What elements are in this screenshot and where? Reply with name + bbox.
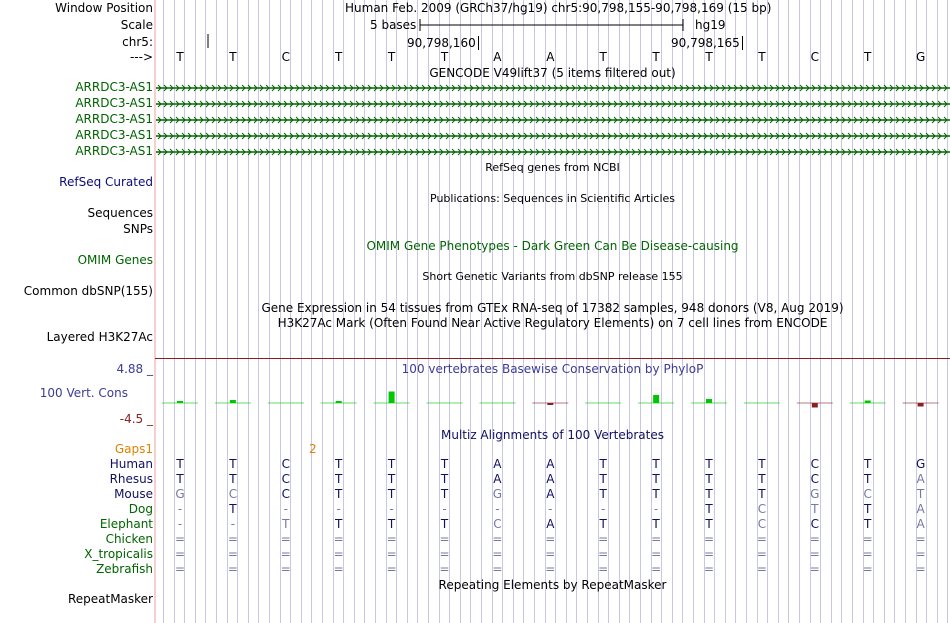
alignment-base: = [651,562,662,576]
alignment-base: = [545,532,556,546]
alignment-base: = [862,562,873,576]
alignment-base: = [386,532,397,546]
alignment-base: = [492,547,503,561]
alignment-base: = [862,532,873,546]
refseq-track-label[interactable]: RefSeq Curated [59,175,153,189]
sequences-track-label[interactable]: Sequences [87,206,153,220]
alignment-base: T [335,457,343,471]
h3k27ac-track-title: H3K27Ac Mark (Often Found Near Active Regulatory Elements) on 7 cell lines from ENCODE [277,316,828,330]
gencode-item-label[interactable]: ARRDC3-AS1 [75,80,153,94]
alignment-base: = [915,532,926,546]
alignment-base: C [228,487,238,501]
alignment-base: T [335,517,343,531]
alignment-base: = [333,532,344,546]
alignment-base: T [440,517,449,531]
alignment-base: A [546,472,555,486]
dbsnp-track-title: Short Genetic Variants from dbSNP release 155 [422,270,683,283]
alignment-base: T [387,472,396,486]
phylop-score-bar [389,392,395,404]
phylop-conservation-plot[interactable] [155,376,950,416]
alignment-base: = [386,547,397,561]
publications-track-title: Publications: Sequences in Scientific Articles [430,192,675,205]
alignment-base: T [335,472,343,486]
alignment-base: T [599,487,607,501]
alignment-base: T [176,457,184,471]
phylop-score-bar [918,403,924,407]
alignment-base: T [229,502,237,516]
alignment-base: A [546,517,555,531]
alignment-base: G [810,487,820,501]
alignment-base: T [758,457,766,471]
reference-base: T [758,50,766,64]
species-label[interactable]: X_tropicalis [84,547,153,561]
omim-track-title: OMIM Gene Phenotypes - Dark Green Can Be Disease-causing [366,239,739,253]
strand-label: ---> [129,50,153,64]
database-name: hg19 [695,18,726,32]
alignment-base: A [493,457,502,471]
alignment-base: = [598,562,609,576]
alignment-base: T [864,472,872,486]
gencode-track-title: GENCODE V49lift37 (5 items filtered out) [429,66,676,80]
alignment-base: T [705,457,713,471]
alignment-base: T [652,487,660,501]
alignment-base: = [756,532,767,546]
gencode-item-label[interactable]: ARRDC3-AS1 [75,128,153,142]
reference-base: T [440,50,449,64]
alignment-base: G [175,487,185,501]
phylop-score-bar [547,403,553,405]
alignment-base: T [705,502,713,516]
assembly-position-title: Human Feb. 2009 (GRCh37/hg19) chr5:90,798,155-90,798,169 (15 bp) [345,1,772,15]
window-position-label: Window Position [55,1,153,15]
chrom-tick [200,33,210,49]
alignment-base: = [333,562,344,576]
alignment-base: = [703,562,715,576]
alignment-base: = [651,547,662,561]
alignment-base: T [705,472,713,486]
species-label[interactable]: Mouse [114,487,153,501]
phylop-score-bar [812,403,818,408]
phylop-score-bar [230,400,236,403]
reference-base: T [335,50,343,64]
reference-base: A [546,50,555,64]
species-label[interactable]: Rhesus [109,472,153,486]
alignment-base: = [280,547,291,561]
alignment-base: T [652,457,660,471]
alignment-base: = [439,547,450,561]
reference-base: C [810,50,819,64]
alignment-base: = [439,562,450,576]
alignment-base: = [915,547,926,561]
species-label[interactable]: Dog [128,502,153,516]
alignment-base: A [493,472,502,486]
alignment-base: = [174,562,186,576]
phylop-track-title: 100 vertebrates Basewise Conservation by PhyloP [401,362,704,376]
repeatmasker-track-label[interactable]: RepeatMasker [67,592,153,606]
alignment-base: A [916,517,925,531]
alignment-base: - [177,502,183,516]
alignment-base: C [810,517,819,531]
phylop-score-bar [653,395,659,403]
alignment-base: - [389,502,394,516]
alignment-base: = [545,547,556,561]
alignment-base: T [599,457,607,471]
alignment-base: = [227,547,238,561]
scale-label: Scale [120,18,153,32]
alignment-base: = [809,532,820,546]
alignment-base: T [758,472,766,486]
chrom-label: chr5: [122,35,153,49]
scale-bar [418,17,688,33]
alignment-base: - [283,502,288,516]
alignment-base: C [810,472,819,486]
alignment-base: = [174,547,186,561]
repeatmasker-track-title: Repeating Elements by RepeatMasker [438,578,667,592]
reference-base: T [387,50,396,64]
alignment-base: C [810,457,819,471]
alignment-base: T [440,472,449,486]
alignment-base: C [493,517,502,531]
alignment-base: T [229,472,237,486]
alignment-base: T [282,517,290,531]
phylop-score-bar [706,399,712,403]
alignment-base: = [386,562,397,576]
alignment-base: - [495,502,500,516]
gaps-label: Gaps1 [114,442,153,456]
alignment-base: = [756,562,767,576]
alignment-base: T [705,487,713,501]
dbsnp-track-label[interactable]: Common dbSNP(155) [23,284,153,298]
reference-base: T [229,50,237,64]
alignment-base: C [863,487,872,501]
alignment-base: T [652,472,660,486]
phylop-track-label[interactable]: 100 Vert. Cons [39,386,128,400]
alignment-base: = [703,532,715,546]
alignment-base: = [439,532,450,546]
omim-track-label[interactable]: OMIM Genes [77,253,153,267]
alignment-base: = [809,547,820,561]
alignment-base: T [758,487,766,501]
alignment-base: T [916,487,925,501]
phylop-min-label: -4.5 _ [119,412,153,426]
alignment-base: = [598,532,609,546]
alignment-base: T [864,457,872,471]
track-divider [155,358,950,359]
species-label[interactable]: Human [109,457,153,471]
h3k27ac-track-label[interactable]: Layered H3K27Ac [46,330,153,344]
alignment-base: T [599,517,607,531]
alignment-base: = [703,547,715,561]
phylop-score-bar [865,401,871,404]
alignment-base: A [546,487,555,501]
alignment-base: = [227,562,238,576]
alignment-base: - [177,517,183,531]
gencode-item-label[interactable]: ARRDC3-AS1 [75,96,153,110]
alignment-base: = [280,562,291,576]
gencode-item-label[interactable]: ARRDC3-AS1 [75,144,153,158]
alignment-base: - [653,502,659,516]
alignment-base: = [333,547,344,561]
alignment-base: = [809,562,820,576]
alignment-base: T [387,517,396,531]
alignment-base: T [811,502,819,516]
reference-base: A [493,50,502,64]
snps-track-label[interactable]: SNPs [123,222,153,236]
alignment-base: G [915,457,926,471]
alignment-base: = [915,562,926,576]
gencode-gene-features[interactable] [156,80,950,160]
alignment-base: - [442,502,447,516]
alignment-base: = [492,532,503,546]
alignment-base: - [230,517,236,531]
species-label[interactable]: Chicken [105,532,153,546]
alignment-base: = [862,547,873,561]
gencode-item-label[interactable]: ARRDC3-AS1 [75,112,153,126]
alignment-base: = [598,547,609,561]
alignment-base: T [652,517,660,531]
coordinate-tick-2: 90,798,165 [671,36,747,50]
gap-marker-2: 2 [309,442,317,456]
reference-base: G [915,50,926,64]
alignment-base: = [280,532,291,546]
alignment-base: - [336,502,341,516]
alignment-base: C [757,502,767,516]
alignment-base: T [440,487,449,501]
reference-base: T [652,50,660,64]
alignment-base: = [227,532,238,546]
alignment-base: T [440,457,449,471]
alignment-base: = [651,532,662,546]
phylop-score-bar [336,401,342,403]
alignment-base: T [229,457,237,471]
reference-base: T [864,50,872,64]
alignment-base: C [281,457,290,471]
phylop-max-label: 4.88 _ [116,362,153,376]
refseq-track-title: RefSeq genes from NCBI [485,161,620,174]
multiz-track-title: Multiz Alignments of 100 Vertebrates [440,428,665,442]
alignment-base: A [916,502,925,516]
scale-bar-text: 5 bases [370,18,417,32]
alignment-base: T [176,472,184,486]
reference-base: C [281,50,290,64]
alignment-base: A [546,457,555,471]
alignment-base: T [387,457,396,471]
gap-marker-1: 1 [145,442,153,456]
alignment-base: = [174,532,186,546]
coordinate-tick-1: 90,798,160 [407,36,483,50]
reference-base: T [599,50,607,64]
gtex-track-title: Gene Expression in 54 tissues from GTEx RNA-seq of 17382 samples, 948 donors (V8, Aug 2019) [261,301,844,315]
alignment-base: A [916,472,925,486]
alignment-base: C [757,517,767,531]
alignment-base: - [548,502,553,516]
alignment-base: T [599,472,607,486]
alignment-base: = [756,547,767,561]
alignment-base: T [335,487,343,501]
alignment-base: = [545,562,556,576]
species-label[interactable]: Elephant [99,517,153,531]
alignment-base: = [492,562,503,576]
alignment-base: T [705,517,713,531]
alignment-base: G [492,487,503,501]
alignment-base: - [601,502,606,516]
species-label[interactable]: Zebrafish [96,562,153,576]
reference-base: T [705,50,713,64]
phylop-score-bar [177,401,183,403]
alignment-base: C [281,487,290,501]
alignment-base: T [387,487,396,501]
alignment-base: T [864,517,872,531]
alignment-base: C [281,472,290,486]
reference-base: T [176,50,184,64]
alignment-base: T [864,502,872,516]
